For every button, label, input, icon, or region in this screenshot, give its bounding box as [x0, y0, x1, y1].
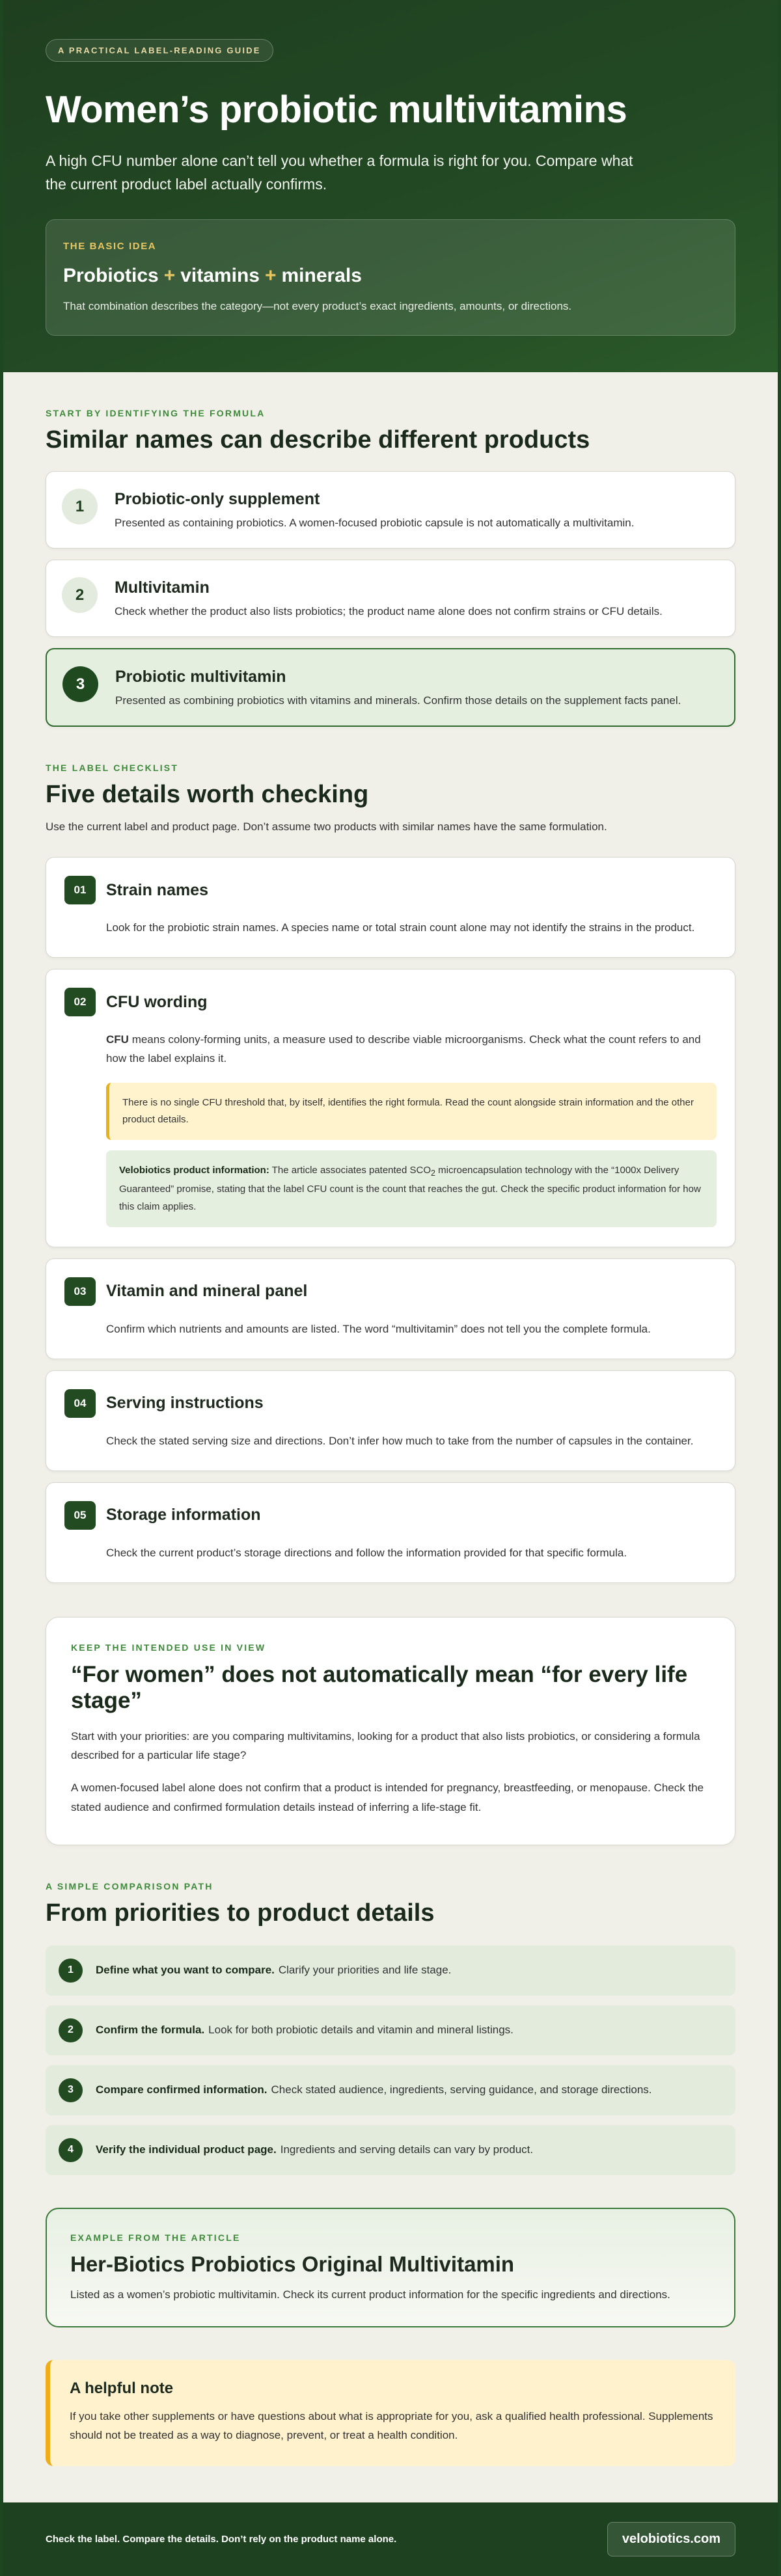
- formula-type-number: 1: [62, 489, 98, 524]
- checklist-title: Serving instructions: [106, 1394, 264, 1413]
- cfu-warning-note: There is no single CFU threshold that, by itself, identifies the right formula. Read the count alongside strain information and the other product details.: [106, 1083, 717, 1141]
- formula-type-card: [46, 471, 735, 549]
- checklist-text: Check the stated serving size and directions. Don’t infer how much to take from the number of capsules in the container.: [106, 1434, 694, 1447]
- velobiotics-label: Velobiotics product information:: [119, 1165, 269, 1176]
- checklist-text: means colony-forming units, a measure used to describe viable microorganisms. Check what the count refers to and how the label explains it.: [106, 1033, 701, 1065]
- checklist-text: Look for the probiotic strain names. A species name or total strain count alone may not identify the strains in the product.: [106, 921, 695, 934]
- checklist-item: [46, 1258, 735, 1359]
- section-kicker: EXAMPLE FROM THE ARTICLE: [70, 2232, 241, 2243]
- lifestage-paragraph: A women-focused label alone does not confirm that a product is intended for pregnancy, breastfeeding, or menopause. Check the stated audience and confirmed formulation details instead of inferring a life-stage fit.: [71, 1782, 704, 1813]
- path-step: [46, 2065, 735, 2115]
- plus-sign: +: [163, 265, 176, 287]
- path-step: [46, 2125, 735, 2175]
- section-kicker: KEEP THE INTENDED USE IN VIEW: [71, 1642, 266, 1653]
- checklist-text: Check the current product’s storage directions and follow the information provided for that specific formula.: [106, 1546, 627, 1559]
- checklist-title: Storage information: [106, 1506, 261, 1525]
- helpful-note: [46, 2360, 735, 2467]
- section-title: Five details worth checking: [46, 781, 369, 809]
- step-number: 4: [59, 2138, 83, 2162]
- formula-type-card: [46, 560, 735, 637]
- step-text: Clarify your priorities and life stage.: [278, 1964, 452, 1976]
- checklist-number: 04: [64, 1389, 96, 1418]
- lifestage-paragraph: Start with your priorities: are you comparing multivitamins, looking for a product that also lists probiotics, or considering a formula described for a particular life stage?: [71, 1729, 700, 1762]
- identify-section: [3, 372, 778, 727]
- hero: [3, 0, 778, 372]
- page-title: Women’s probiotic multivitamins: [46, 88, 627, 131]
- section-intro: Use the current label and product page. Don’t assume two products with similar names have the same formulation.: [46, 820, 607, 834]
- checklist-number: 05: [64, 1501, 96, 1530]
- formula-minerals: minerals: [281, 265, 362, 287]
- section-title: “For women” does not automatically mean “for every life stage”: [71, 1661, 688, 1713]
- checklist-item: [46, 969, 735, 1247]
- footer-site-link[interactable]: velobiotics.com: [607, 2522, 735, 2556]
- velobiotics-info-note: [106, 1150, 717, 1227]
- step-text: Look for both probiotic details and vitamin and mineral listings.: [208, 2024, 514, 2036]
- plus-sign: +: [264, 265, 277, 287]
- formula-type-title: Multivitamin: [115, 578, 210, 597]
- velobiotics-text: The article associates patented SCO: [271, 1165, 432, 1176]
- section-title: Similar names can describe different products: [46, 426, 590, 454]
- checklist-title: CFU wording: [106, 992, 208, 1011]
- helpful-note-section: [3, 2360, 778, 2467]
- formula-probiotics: Probiotics: [63, 265, 159, 287]
- helpful-note-title: A helpful note: [70, 2379, 174, 2397]
- checklist-item: [46, 857, 735, 958]
- step-number: 1: [59, 1959, 83, 1983]
- checklist-item: [46, 1370, 735, 1471]
- formula-vitamins: vitamins: [180, 265, 260, 287]
- formula-type-number: 2: [62, 577, 98, 613]
- lifestage-section: [3, 1617, 778, 1845]
- basic-idea-formula: [63, 265, 718, 287]
- checklist-section: [3, 727, 778, 1582]
- cfu-definition: [106, 1031, 717, 1068]
- helpful-note-text: If you take other supplements or have questions about what is appropriate for you, ask a qualified health professional. Supplements should not be treated as a way to diagnose, prevent, or treat a health condition.: [70, 2409, 713, 2442]
- section-kicker: THE LABEL CHECKLIST: [46, 763, 179, 774]
- footer: [3, 2502, 778, 2576]
- checklist-number: 01: [64, 876, 96, 904]
- section-title: From priorities to product details: [46, 1899, 435, 1927]
- step-number: 2: [59, 2018, 83, 2042]
- example-title: Her-Biotics Probiotics Original Multivitamin: [70, 2251, 515, 2276]
- section-kicker: A SIMPLE COMPARISON PATH: [46, 1880, 213, 1891]
- checklist-title: Strain names: [106, 880, 209, 899]
- basic-idea-sub: That combination describes the category—not every product’s exact ingredients, amounts, or directions.: [63, 300, 572, 313]
- checklist-text: Confirm which nutrients and amounts are listed. The word “multivitamin” does not tell you the complete formula.: [106, 1322, 651, 1335]
- formula-type-text: Check whether the product also lists probiotics; the product name alone does not confirm strains or CFU details.: [115, 605, 663, 618]
- example-card: [46, 2208, 735, 2327]
- velobiotics-subscript: 2: [431, 1169, 435, 1178]
- basic-idea-card: [46, 219, 735, 336]
- formula-type-number: 3: [62, 666, 98, 702]
- formula-type-text: Presented as combining probiotics with vitamins and minerals. Confirm those details on the supplement facts panel.: [115, 694, 681, 707]
- step-bold: Verify the individual product page.: [96, 2143, 277, 2156]
- step-bold: Define what you want to compare.: [96, 1964, 275, 1976]
- checklist-number: 02: [64, 988, 96, 1016]
- step-bold: Compare confirmed information.: [96, 2083, 267, 2096]
- footer-tagline: Check the label. Compare the details. Don’t rely on the product name alone.: [46, 2534, 397, 2545]
- section-kicker: START BY IDENTIFYING THE FORMULA: [46, 408, 266, 419]
- formula-type-title: Probiotic multivitamin: [115, 668, 286, 686]
- path-step: [46, 1946, 735, 1996]
- velobiotics-text-cont: microencapsulation technology with the “1000x Delivery Guaranteed” promise, stating that the label CFU count is the count that reaches the gut. Check the specific product information for how this claim applies.: [119, 1165, 701, 1212]
- formula-type-title: Probiotic-only supplement: [115, 490, 320, 509]
- checklist-body: [64, 1031, 717, 1227]
- checklist-item: [46, 1482, 735, 1583]
- step-text: Ingredients and serving details can vary by product.: [280, 2143, 534, 2156]
- checklist-title: Vitamin and mineral panel: [106, 1282, 308, 1301]
- example-text: Listed as a women’s probiotic multivitamin. Check its current product information for the specific ingredients and directions.: [70, 2288, 670, 2301]
- lifestage-card: [46, 1617, 735, 1845]
- comparison-path-section: [3, 1845, 778, 2175]
- basic-idea-kicker: THE BASIC IDEA: [63, 241, 157, 252]
- formula-type-card-highlighted: [46, 648, 735, 727]
- step-number: 3: [59, 2078, 83, 2102]
- formula-type-text: Presented as containing probiotics. A women-focused probiotic capsule is not automatically a multivitamin.: [115, 517, 635, 530]
- checklist-number: 03: [64, 1277, 96, 1306]
- cfu-term: CFU: [106, 1033, 129, 1046]
- step-bold: Confirm the formula.: [96, 2024, 205, 2036]
- hero-eyebrow: A PRACTICAL LABEL-READING GUIDE: [46, 39, 273, 62]
- path-step: [46, 2005, 735, 2055]
- example-section: [3, 2208, 778, 2327]
- step-text: Check stated audience, ingredients, serving guidance, and storage directions.: [271, 2083, 652, 2096]
- hero-lead: A high CFU number alone can’t tell you whether a formula is right for you. Compare what the current product label actually confirms.: [46, 152, 633, 193]
